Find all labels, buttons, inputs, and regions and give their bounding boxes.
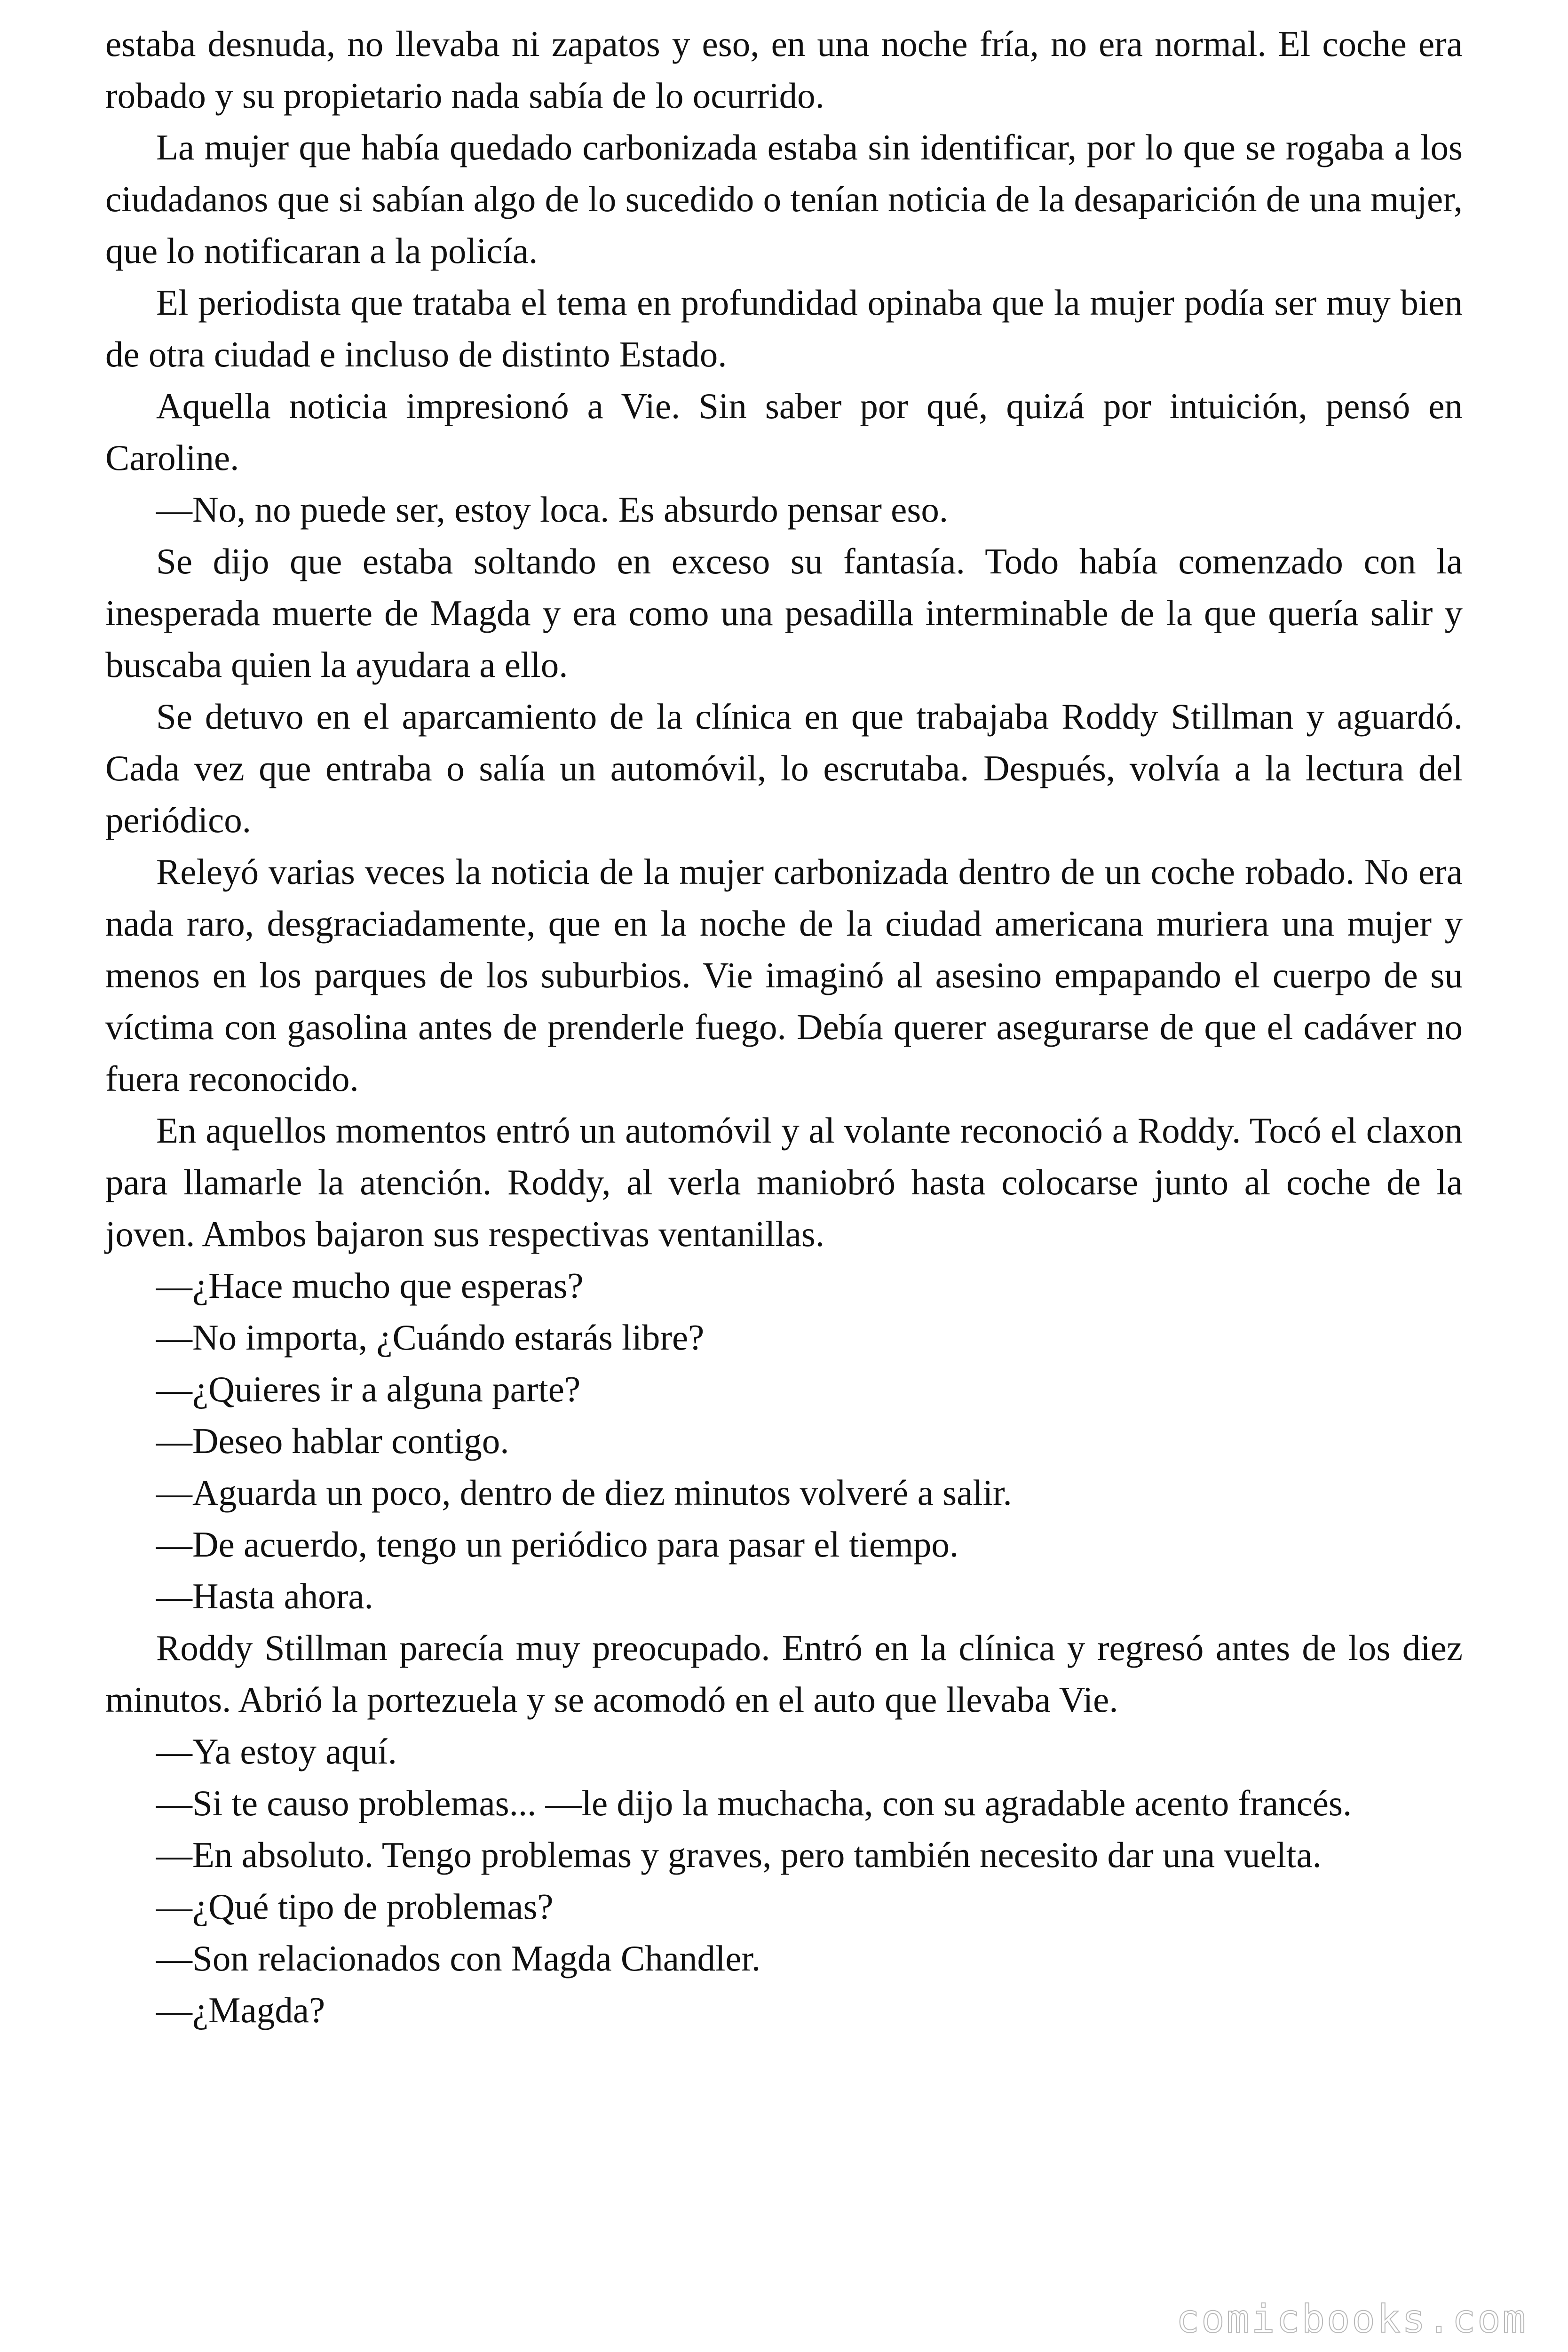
paragraph: En aquellos momentos entró un automóvil y al volante reconoció a Roddy. Tocó el claxon para llamarle la atención. Roddy, al verla maniobró hasta colocarse junto al coche de la joven. Ambos bajaron sus respectivas ventanillas. [105, 1110, 1463, 1254]
paragraph: —Si te causo problemas... —le dijo la muchacha, con su agradable acento francés. [156, 1783, 1352, 1823]
paragraph: —¿Quieres ir a alguna parte? [156, 1369, 581, 1409]
paragraph: —Hasta ahora. [156, 1576, 373, 1616]
paragraph: —Ya estoy aquí. [156, 1731, 397, 1772]
paragraph: El periodista que trataba el tema en profundidad opinaba que la mujer podía ser muy bien de otra ciudad e incluso de distinto Estado. [105, 282, 1463, 374]
paragraph: —No importa, ¿Cuándo estarás libre? [156, 1317, 705, 1358]
paragraph: —¿Hace mucho que esperas? [156, 1265, 584, 1306]
paragraph: —Son relacionados con Magda Chandler. [156, 1938, 761, 1979]
paragraph: —En absoluto. Tengo problemas y graves, pero también necesito dar una vuelta. [156, 1835, 1322, 1875]
paragraph: Se dijo que estaba soltando en exceso su fantasía. Todo había comenzado con la inesperada muerte de Magda y era como una pesadilla interminable de la que quería salir y buscaba quien la ayudara a ello. [105, 541, 1463, 685]
paragraph: —Aguarda un poco, dentro de diez minutos volveré a salir. [156, 1472, 1012, 1513]
site-watermark: comicbooks.com [1176, 2297, 1528, 2342]
paragraph: estaba desnuda, no llevaba ni zapatos y eso, en una noche fría, no era normal. El coche era robado y su propietario nada sabía de lo ocurrido. [105, 24, 1463, 116]
paragraph: Aquella noticia impresionó a Vie. Sin saber por qué, quizá por intuición, pensó en Caroline. [105, 386, 1463, 478]
paragraph: —¿Magda? [156, 1990, 325, 2030]
paragraph: Releyó varias veces la noticia de la mujer carbonizada dentro de un coche robado. No era nada raro, desgraciadamente, que en la noche de la ciudad americana muriera una mujer y menos en los parques de los suburbios. Vie imaginó al asesino empapando el cuerpo de su víctima con gasolina antes de prenderle fuego. Debía querer asegurarse de que el cadáver no fuera reconocido. [105, 851, 1463, 1099]
paragraph: —No, no puede ser, estoy loca. Es absurdo pensar eso. [156, 489, 949, 530]
paragraph: —Deseo hablar contigo. [156, 1421, 509, 1461]
body-text [105, 18, 1463, 2036]
paragraph: Roddy Stillman parecía muy preocupado. Entró en la clínica y regresó antes de los diez minutos. Abrió la portezuela y se acomodó en el auto que llevaba Vie. [105, 1628, 1463, 1720]
paragraph: Se detuvo en el aparcamiento de la clínica en que trabajaba Roddy Stillman y aguardó. Cada vez que entraba o salía un automóvil, lo escrutaba. Después, volvía a la lectura del periódico. [105, 696, 1463, 840]
paragraph: La mujer que había quedado carbonizada estaba sin identificar, por lo que se rogaba a los ciudadanos que si sabían algo de lo sucedido o tenían noticia de la desaparición de una mujer, que lo notificaran a la policía. [105, 127, 1463, 271]
paragraph: —¿Qué tipo de problemas? [156, 1886, 554, 1927]
paragraph: —De acuerdo, tengo un periódico para pasar el tiempo. [156, 1524, 959, 1565]
